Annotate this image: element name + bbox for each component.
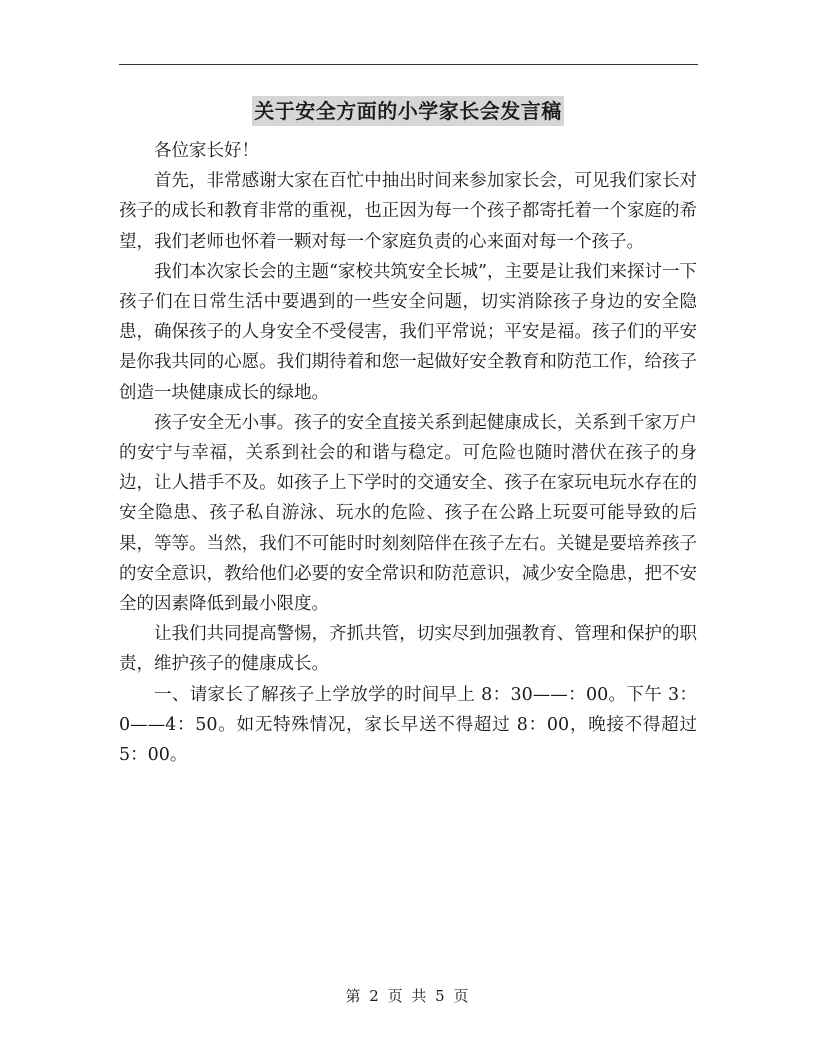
body-paragraph-2: 我们本次家长会的主题“家校共筑安全长城”，主要是让我们来探讨一下孩子们在日常生活中要遇到的一些安全问题，切实消除孩子身边的安全隐患，确保孩子的人身安全不受侵害，我们平常说；平安是福。孩子们的平安是你我共同的心愿。我们期待着和您一起做好安全教育和防范工作，给孩子创造一块健康成长的绿地。 (119, 261, 697, 403)
greeting-paragraph: 各位家长好！ (154, 141, 259, 161)
body-paragraph-1: 首先，非常感谢大家在百忙中抽出时间来参加家长会，可见我们家长对孩子的成长和教育非常的重视，也正因为每一个孩子都寄托着一个家庭的希望，我们老师也怀着一颗对每一个家庭负责的心来面对每一个孩子。 (119, 171, 697, 252)
page-number-footer: 第 2 页 共 5 页 (345, 987, 471, 1005)
title-container (0, 96, 816, 126)
document-title: 关于安全方面的小学家长会发言稿 (252, 96, 564, 126)
body-paragraph-3: 孩子安全无小事。孩子的安全直接关系到起健康成长，关系到千家万户的安宁与幸福，关系到社会的和谐与稳定。可危险也随时潜伏在孩子的身边，让人措手不及。如孩子上下学时的交通安全、孩子在家玩电玩水存在的安全隐患、孩子私自游泳、玩水的危险、孩子在公路上玩耍可能导致的后果，等等。当然，我们不可能时时刻刻陪伴在孩子左右。关键是要培养孩子的安全意识，教给他们必要的安全常识和防范意识，减少安全隐患，把不安全的因素降低到最小限度。 (119, 412, 697, 615)
header-rule (119, 64, 698, 65)
body-paragraph-5: 一、请家长了解孩子上学放学的时间早上 8：30——：00。下午 3：0——4：50。如无特殊情况，家长早送不得超过 8：00，晚接不得超过 5：00。 (119, 684, 697, 766)
document-body (119, 136, 697, 770)
body-paragraph-4: 让我们共同提高警惕，齐抓共管，切实尽到加强教育、管理和保护的职责，维护孩子的健康成长。 (119, 624, 697, 675)
